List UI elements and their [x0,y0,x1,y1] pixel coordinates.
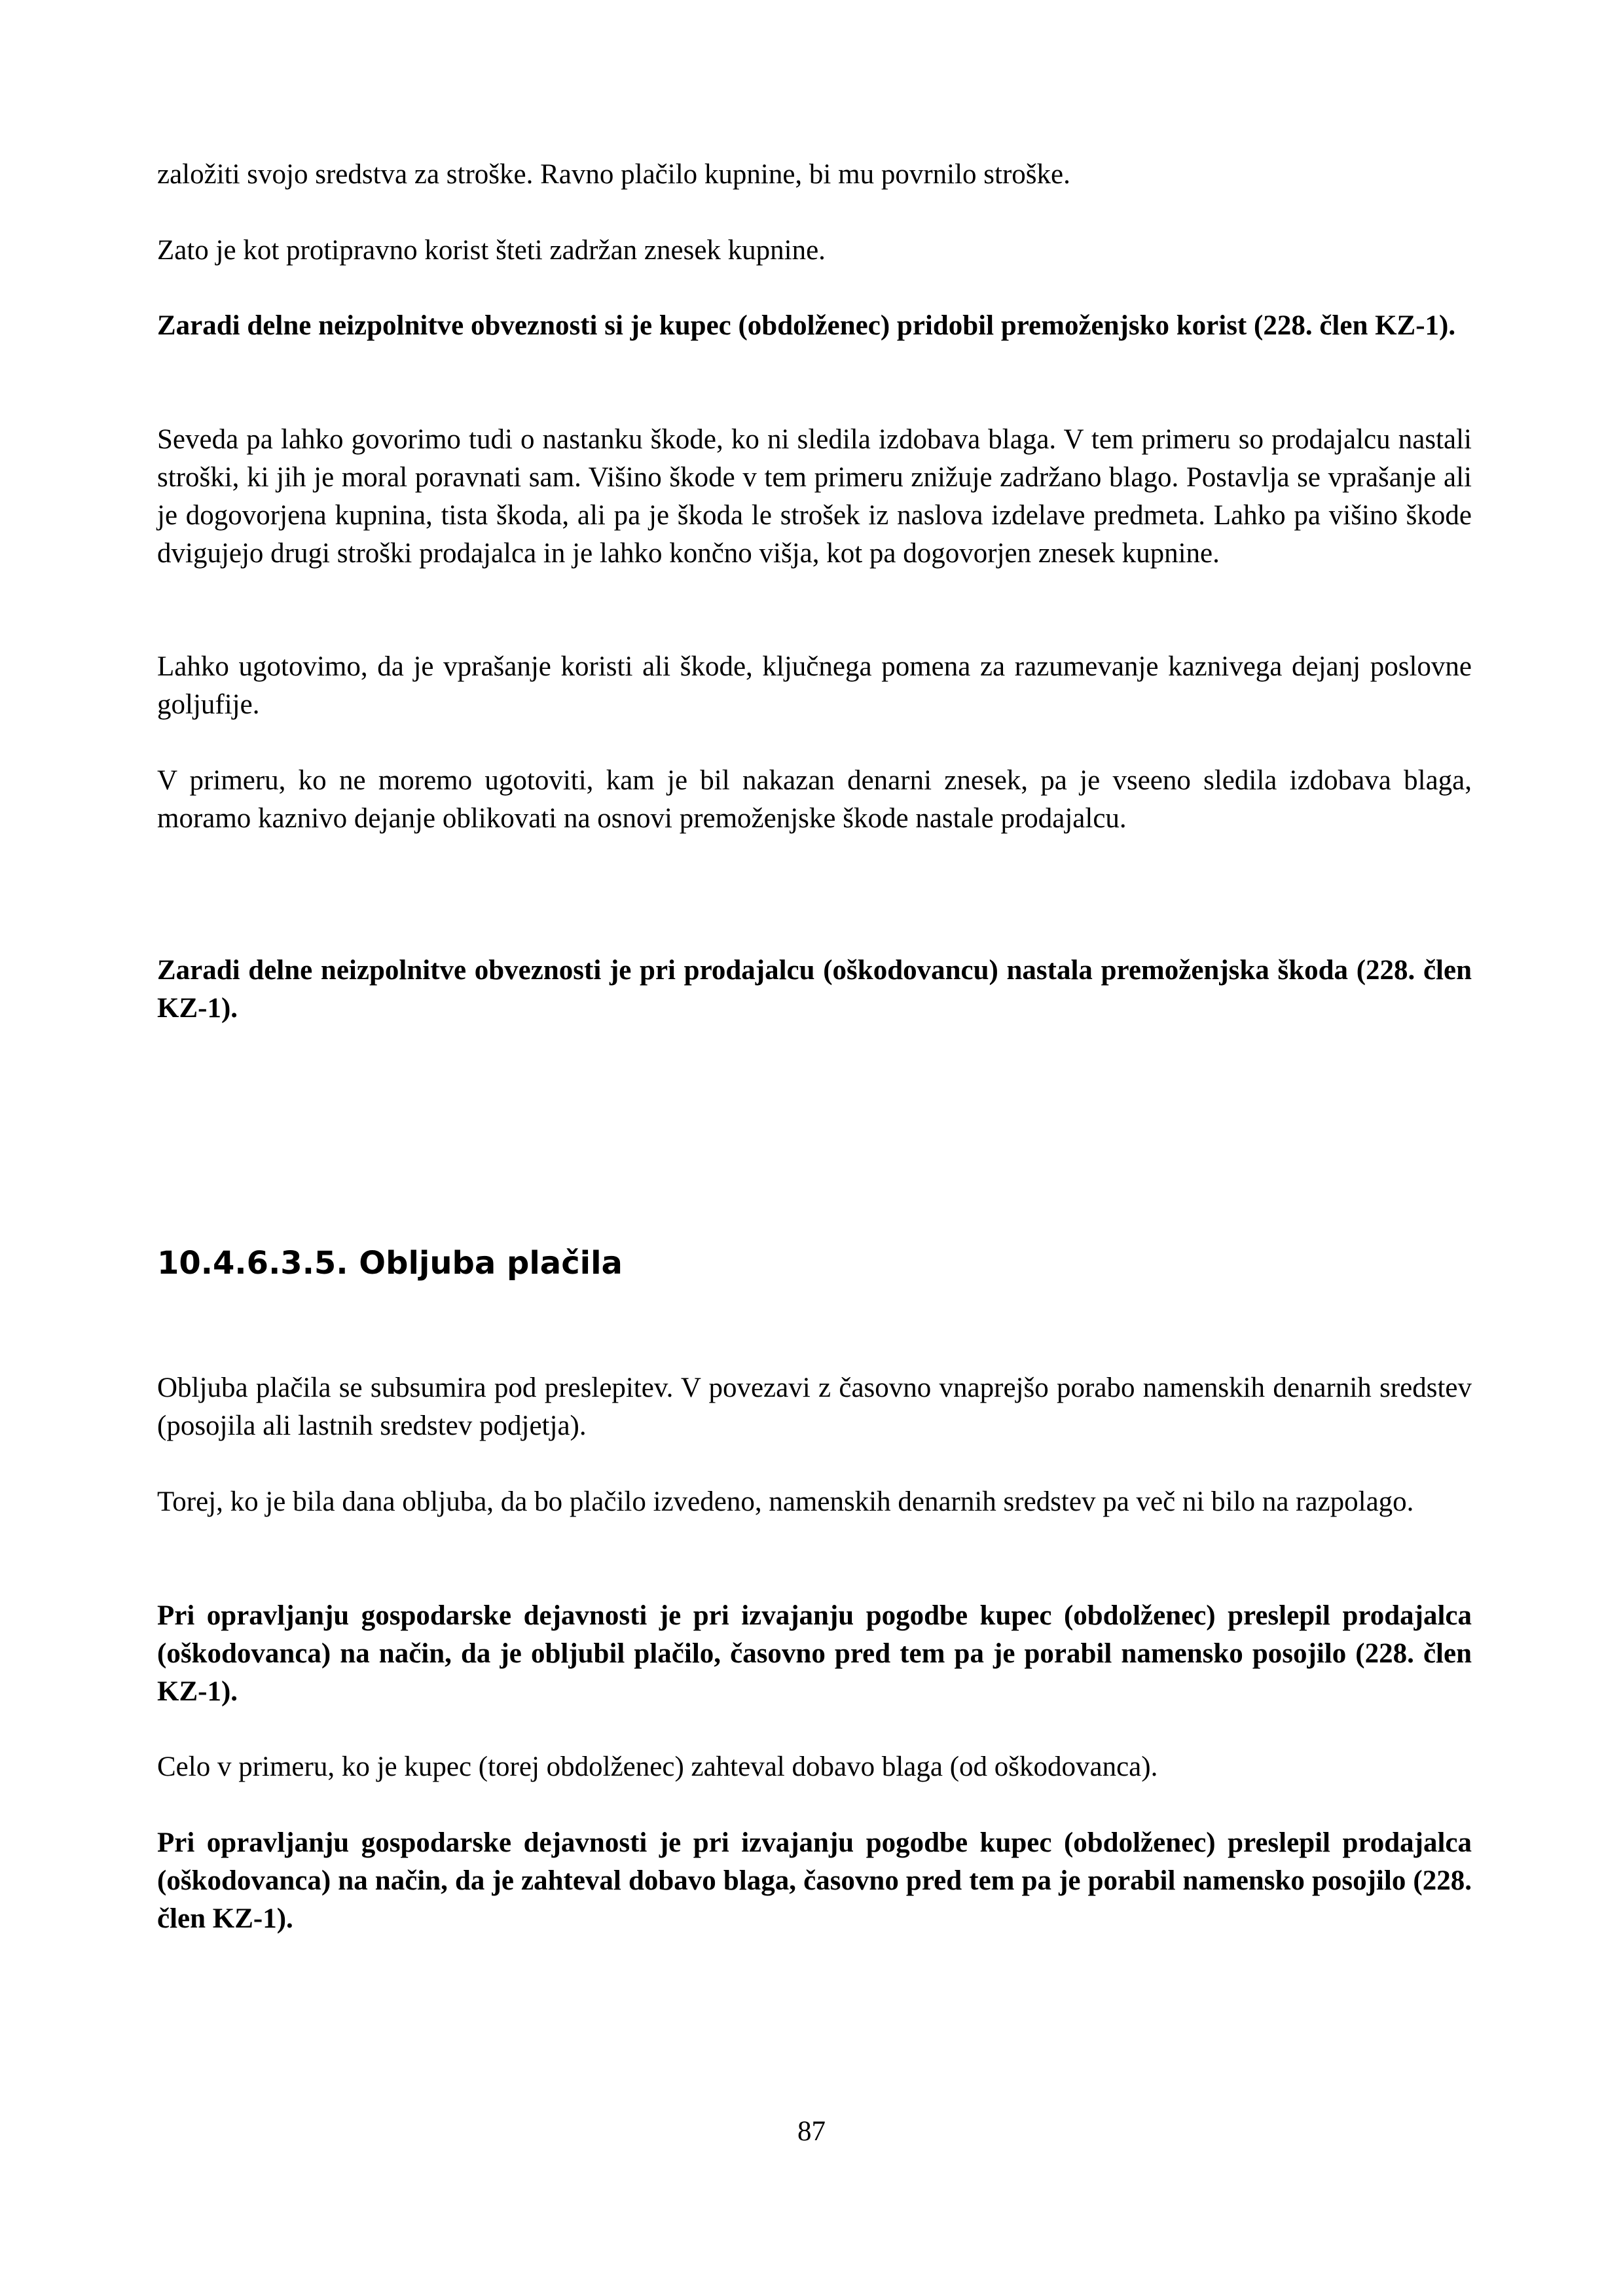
bold-statement-benefit: Zaradi delne neizpolnitve obveznosti si je kupec (obdolženec) pridobil premoženjsko korist (228. člen KZ-1). [157,310,1456,341]
paragraph-damage-discussion: Seveda pa lahko govorimo tudi o nastanku škode, ko ni sledila izdobava blaga. V tem primeru so prodajalcu nastali stroški, ki jih je moral poravnati sam. Višino škode v tem primeru znižuje zadržano blago. Postavlja se vprašanje ali je dogovorjena kupnina, tista škoda, ali pa je škoda le strošek iz naslova izdelave predmeta. Lahko pa višino škode dvigujejo drugi stroški prodajalca in je lahko končno višja, kot pa dogovorjen znesek kupnine. [157,424,1472,569]
paragraph-promise-given: Torej, ko je bila dana obljuba, da bo plačilo izvedeno, namenskih denarnih sredstev pa več ni bilo na razpolago. [157,1486,1414,1517]
paragraph-unknown-transfer: V primeru, ko ne moremo ugotoviti, kam je bil nakazan denarni znesek, pa je vseeno sledila izdobava blaga, moramo kaznivo dejanje oblikovati na osnovi premoženjske škode nastale prodajalcu. [157,765,1472,834]
bold-statement-delivery-request: Pri opravljanju gospodarske dejavnosti je pri izvajanju pogodbe kupec (obdolženec) preslepil prodajalca (oškodovanca) na način, da je zahteval dobavo blaga, časovno pred tem pa je porabil namensko posojilo (228. člen KZ-1). [157,1827,1472,1934]
paragraph-costs-refund: založiti svojo sredstva za stroške. Ravno plačilo kupnine, bi mu povrnilo stroške. [157,159,1070,190]
section-title: Obljuba plačila [359,1245,623,1282]
section-number: 10.4.6.3.5. [157,1245,348,1282]
paragraph-benefit-or-damage: Lahko ugotovimo, da je vprašanje koristi ali škode, ključnega pomena za razumevanje kaznivega dejanj poslovne goljufije. [157,651,1472,720]
paragraph-delivery-request: Celo v primeru, ko je kupec (torej obdolženec) zahteval dobavo blaga (od oškodovanca). [157,1751,1158,1782]
paragraph-unlawful-benefit: Zato je kot protipravno korist šteti zadržan znesek kupnine. [157,235,826,266]
section-heading [157,1242,623,1284]
page-number: 87 [797,2116,826,2147]
bold-statement-promised-payment: Pri opravljanju gospodarske dejavnosti je pri izvajanju pogodbe kupec (obdolženec) preslepil prodajalca (oškodovanca) na način, da je obljubil plačilo, časovno pred tem pa je porabil namensko posojilo (228. člen KZ-1). [157,1600,1472,1707]
paragraph-promise-subsumption: Obljuba plačila se subsumira pod preslepitev. V povezavi z časovno vnaprejšo porabo namenskih denarnih sredstev (posojila ali lastnih sredstev podjetja). [157,1372,1472,1441]
bold-statement-damage: Zaradi delne neizpolnitve obveznosti je pri prodajalcu (oškodovancu) nastala premoženjska škoda (228. člen KZ-1). [157,955,1472,1024]
